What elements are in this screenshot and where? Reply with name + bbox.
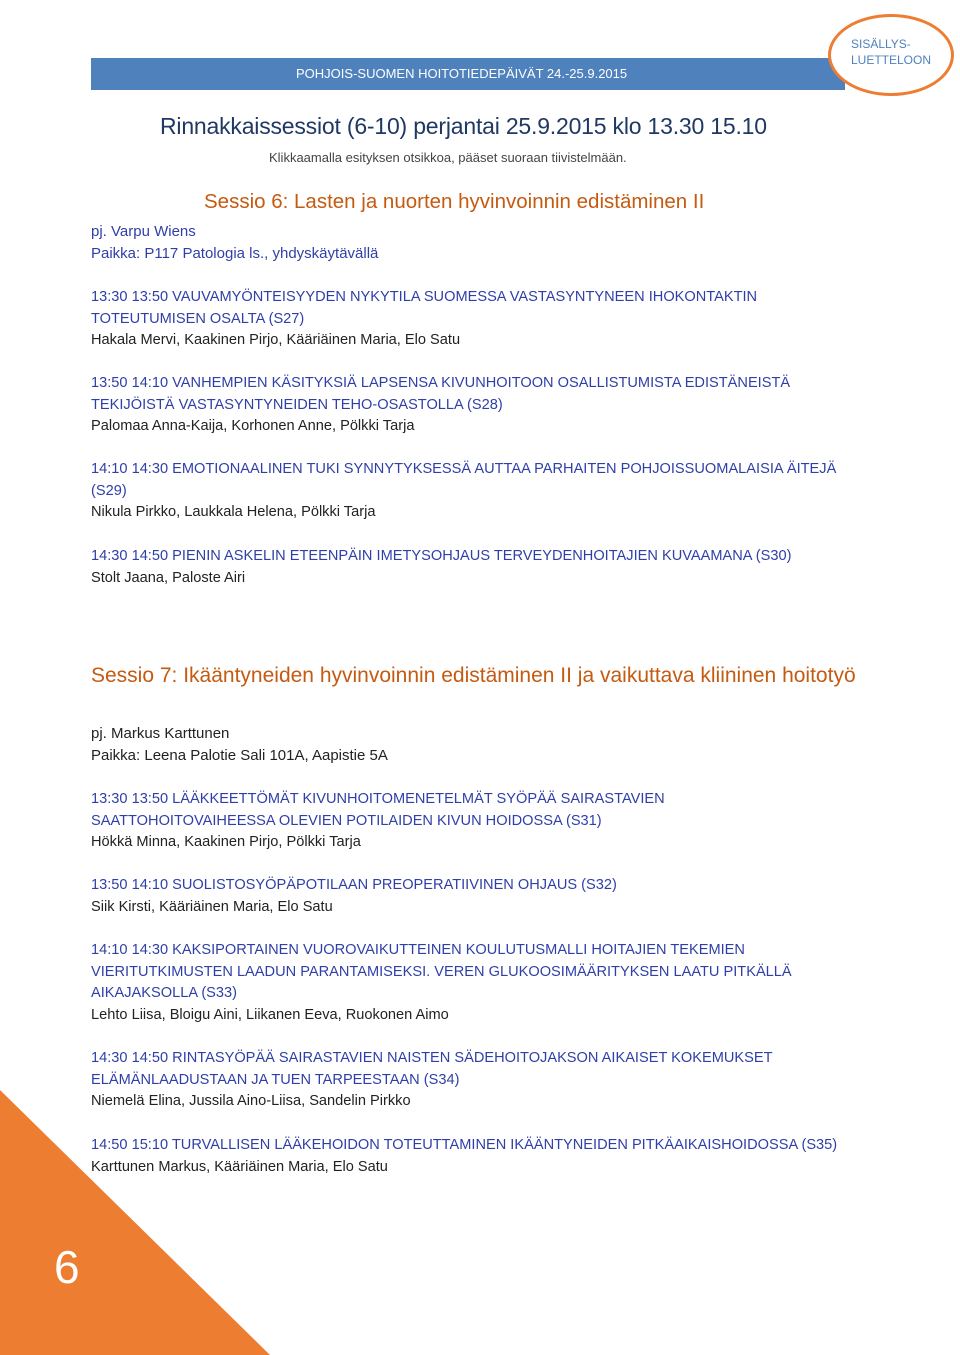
session-6-chair: pj. Varpu Wiens — [91, 223, 196, 240]
talk-authors: Nikula Pirkko, Laukkala Helena, Pölkki Tarja — [91, 504, 376, 521]
talk-title-link[interactable]: 13:50 14:10 VANHEMPIEN KÄSITYKSIÄ LAPSENSA KIVUNHOITOON OSALLISTUMISTA EDISTÄNEISTÄ TEKIJÖISTÄ VASTASYNTYNEIDEN TEHO-OSASTOLLA (S28) — [91, 375, 791, 413]
talk-title-link[interactable]: 14:10 14:30 EMOTIONAALINEN TUKI SYNNYTYKSESSÄ AUTTAA PARHAITEN POHJOISSUOMALAISIA ÄITEJÄ (S29) — [91, 461, 837, 499]
talk-authors: Palomaa Anna-Kaija, Korhonen Anne, Pölkki Tarja — [91, 418, 415, 435]
session-7-talk-3 — [91, 940, 851, 1026]
session-6-title: Sessio 6: Lasten ja nuorten hyvinvoinnin edistäminen II — [204, 190, 705, 213]
talk-authors: Siik Kirsti, Kääriäinen Maria, Elo Satu — [91, 898, 333, 915]
header-event-title: POHJOIS-SUOMEN HOITOTIEDEPÄIVÄT 24.-25.9.2015 — [296, 66, 628, 81]
talk-authors: Stolt Jaana, Paloste Airi — [91, 569, 246, 586]
talk-authors: Karttunen Markus, Kääriäinen Maria, Elo Satu — [91, 1158, 388, 1175]
talk-authors: Lehto Liisa, Bloigu Aini, Liikanen Eeva, Ruokonen Aimo — [91, 1006, 449, 1023]
session-7-chair: pj. Markus Karttunen — [91, 725, 230, 742]
talk-title-link[interactable]: 13:50 14:10 SUOLISTOSYÖPÄPOTILAAN PREOPERATIIVINEN OHJAUS (S32) — [91, 877, 617, 893]
page-title: Rinnakkaissessiot (6-10) perjantai 25.9.2015 klo 13.30 15.10 — [160, 113, 767, 139]
talk-title-link[interactable]: 14:50 15:10 TURVALLISEN LÄÄKEHOIDON TOTEUTTAMINEN IKÄÄNTYNEIDEN PITKÄAIKAISHOIDOSSA (S35) — [91, 1137, 838, 1153]
talk-authors: Hakala Mervi, Kaakinen Pirjo, Kääriäinen Maria, Elo Satu — [91, 332, 461, 349]
toc-link-line2: LUETTELOON — [851, 53, 932, 67]
session-6-talk-2 — [91, 373, 851, 438]
talk-title-link[interactable]: 14:10 14:30 KAKSIPORTAINEN VUOROVAIKUTTEINEN KOULUTUSMALLI HOITAJIEN TEKEMIEN VIERITUTKIMUSTEN LAADUN PARANTAMISEKSI. VEREN GLUKOOSIMÄÄRITYKSEN LAATU PITKÄLLÄ AIKAJAKSOLLA (S33) — [91, 942, 792, 1002]
page-number: 6 — [54, 1241, 80, 1293]
session-7-title: Sessio 7: Ikääntyneiden hyvinvoinnin edistäminen II ja vaikuttava kliininen hoitotyö — [91, 664, 856, 687]
session-7-location: Paikka: Leena Palotie Sali 101A, Aapistie 5A — [91, 747, 388, 764]
toc-link-line1: SISÄLLYS- — [851, 37, 911, 51]
session-7-talk-2 — [91, 875, 851, 918]
talk-title-link[interactable]: 13:30 13:50 LÄÄKKEETTÖMÄT KIVUNHOITOMENETELMÄT SYÖPÄÄ SAIRASTAVIEN SAATTOHOITOVAIHEESSA OLEVIEN POTILAIDEN KIVUN HOIDOSSA (S31) — [91, 791, 665, 829]
talk-title-link[interactable]: 14:30 14:50 RINTASYÖPÄÄ SAIRASTAVIEN NAISTEN SÄDEHOITOJAKSON AIKAISET KOKEMUKSET ELÄMÄNLAADUSTAAN JA TUEN TARPEESTAAN (S34) — [91, 1050, 773, 1088]
instruction-note: Klikkaamalla esityksen otsikkoa, pääset suoraan tiivistelmään. — [269, 150, 627, 165]
talk-title-link[interactable]: 14:30 14:50 PIENIN ASKELIN ETEENPÄIN IMETYSOHJAUS TERVEYDENHOITAJIEN KUVAAMANA (S30) — [91, 548, 792, 564]
page-corner-triangle — [0, 1090, 270, 1355]
session-6-talk-3 — [91, 459, 851, 524]
session-6-talk-1 — [91, 287, 851, 352]
session-7-talk-1 — [91, 789, 851, 854]
talk-authors: Hökkä Minna, Kaakinen Pirjo, Pölkki Tarja — [91, 834, 361, 851]
talk-authors: Niemelä Elina, Jussila Aino-Liisa, Sandelin Pirkko — [91, 1093, 411, 1110]
toc-link-button[interactable] — [828, 14, 954, 96]
session-6-talk-4 — [91, 546, 851, 589]
talk-title-link[interactable]: 13:30 13:50 VAUVAMYÖNTEISYYDEN NYKYTILA SUOMESSA VASTASYNTYNEEN IHOKONTAKTIN TOTEUTUMISEN OSALTA (S27) — [91, 289, 758, 327]
session-6-location: Paikka: P117 Patologia ls., yhdyskäytävällä — [91, 245, 379, 262]
